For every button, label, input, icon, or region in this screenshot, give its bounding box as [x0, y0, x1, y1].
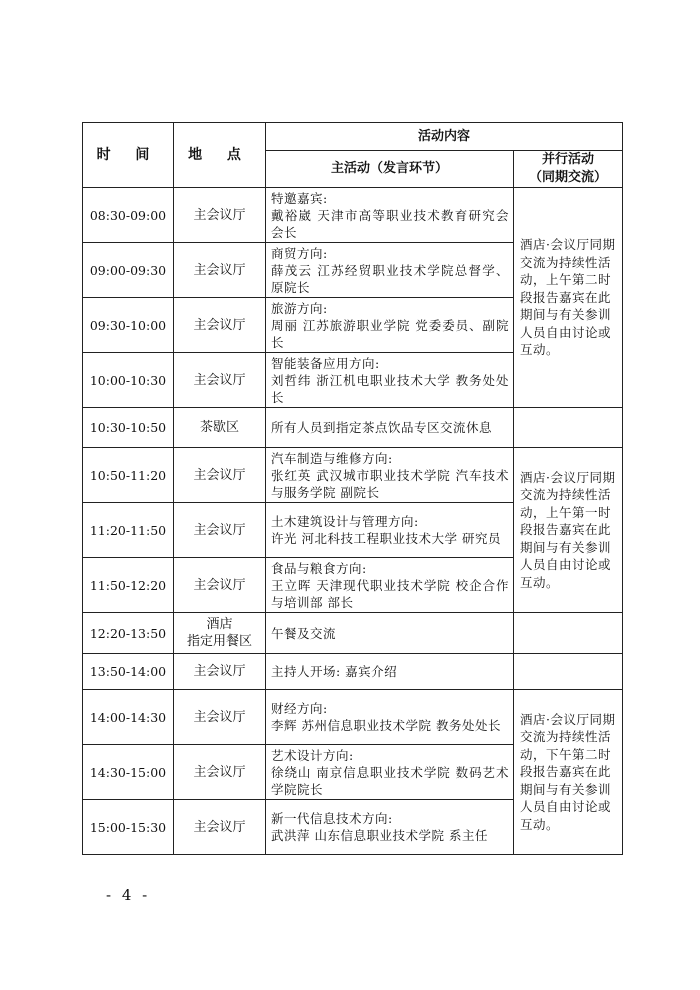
speaker-text: 戴裕崴 天津市高等职业技术教育研究会 会长: [271, 207, 509, 240]
activity-text: 午餐及交流: [271, 625, 337, 641]
main-activity-cell: [266, 558, 514, 613]
topic-label: 土木建筑设计与管理方向:: [271, 514, 419, 529]
place-cell: 主会议厅: [174, 503, 266, 558]
header-parallel-subtitle: （同期交流）: [529, 170, 608, 185]
time-cell: 15:00-15:30: [83, 800, 174, 855]
time-cell: 11:50-12:20: [83, 558, 174, 613]
place-cell: 主会议厅: [174, 800, 266, 855]
header-parallel-title: 并行活动: [542, 152, 595, 167]
main-activity-cell: [266, 800, 514, 855]
place-cell: 主会议厅: [174, 654, 266, 690]
main-activity-cell: [266, 408, 514, 448]
main-activity-cell: [266, 745, 514, 800]
place-cell: 主会议厅: [174, 298, 266, 353]
speaker-text: 刘哲纬 浙江机电职业技术大学 教务处处长: [271, 372, 509, 405]
main-activity-cell: [266, 654, 514, 690]
speaker-text: 许光 河北科技工程职业技术大学 研究员: [271, 531, 501, 546]
speaker-text: 周丽 江苏旅游职业学院 党委委员、副院长: [271, 317, 509, 350]
topic-label: 汽车制造与维修方向:: [271, 450, 393, 466]
topic-label: 食品与粮食方向:: [271, 560, 367, 576]
time-cell: 13:50-14:00: [83, 654, 174, 690]
header-main-activity: 主活动（发言环节）: [266, 151, 514, 188]
time-cell: 11:20-11:50: [83, 503, 174, 558]
topic-label: 艺术设计方向:: [271, 747, 354, 763]
table-row: [83, 690, 623, 745]
topic-label: 旅游方向:: [271, 300, 328, 316]
time-cell: 14:00-14:30: [83, 690, 174, 745]
main-activity-cell: [266, 503, 514, 558]
place-cell: 主会议厅: [174, 745, 266, 800]
speaker-text: 徐绕山 南京信息职业技术学院 数码艺术学院院长: [271, 764, 509, 797]
main-activity-cell: [266, 243, 514, 298]
schedule-table: [82, 122, 623, 855]
activity-text: 所有人员到指定茶点饮品专区交流休息: [271, 420, 493, 435]
header-place: 地 点: [174, 123, 266, 188]
table-header-row: [83, 123, 623, 151]
parallel-activity-cell-empty: [514, 613, 623, 654]
time-cell: 10:30-10:50: [83, 408, 174, 448]
header-activity: 活动内容: [266, 123, 623, 151]
place-cell: 主会议厅: [174, 188, 266, 243]
place-cell: 主会议厅: [174, 353, 266, 408]
place-line-2: 指定用餐区: [186, 634, 252, 649]
time-cell: 10:50-11:20: [83, 448, 174, 503]
time-cell: 09:30-10:00: [83, 298, 174, 353]
speaker-text: 王立晖 天津现代职业技术学院 校企合作与培训部 部长: [271, 577, 509, 610]
main-activity-cell: [266, 690, 514, 745]
speaker-text: 薛茂云 江苏经贸职业技术学院总督学、原院长: [271, 262, 509, 295]
topic-label: 智能装备应用方向:: [271, 355, 380, 371]
table-row: [83, 408, 623, 448]
speaker-text: 武洪萍 山东信息职业技术学院 系主任: [271, 828, 488, 843]
main-activity-cell: [266, 353, 514, 408]
topic-label: 财经方向:: [271, 701, 328, 716]
table-row: [83, 188, 623, 243]
page-number: - 4 -: [106, 886, 151, 904]
place-cell: 主会议厅: [174, 690, 266, 745]
table-row: [83, 613, 623, 654]
place-cell: 主会议厅: [174, 243, 266, 298]
topic-label: 新一代信息技术方向:: [271, 811, 393, 826]
place-line-1: 酒店: [206, 617, 233, 632]
parallel-activity-cell: 酒店·会议厅同期交流为持续性活动，下午第二时段报告嘉宾在此期间与有关参训人员自由讨论或互动。: [514, 690, 623, 855]
activity-text: 主持人开场: 嘉宾介绍: [271, 664, 398, 679]
speaker-text: 张红英 武汉城市职业技术学院 汽车技术与服务学院 副院长: [271, 467, 509, 500]
place-cell: 茶歇区: [174, 408, 266, 448]
speaker-text: 李辉 苏州信息职业技术学院 教务处处长: [271, 718, 501, 733]
time-cell: 10:00-10:30: [83, 353, 174, 408]
time-cell: 09:00-09:30: [83, 243, 174, 298]
main-activity-cell: [266, 448, 514, 503]
place-cell: 主会议厅: [174, 558, 266, 613]
parallel-activity-cell-empty: [514, 654, 623, 690]
time-cell: 12:20-13:50: [83, 613, 174, 654]
place-cell: [174, 613, 266, 654]
header-parallel-activity: [514, 151, 623, 188]
main-activity-cell: [266, 188, 514, 243]
topic-label: 特邀嘉宾:: [271, 190, 328, 206]
table-row: [83, 654, 623, 690]
main-activity-cell: [266, 298, 514, 353]
main-activity-cell: [266, 613, 514, 654]
header-time: 时 间: [83, 123, 174, 188]
time-cell: 14:30-15:00: [83, 745, 174, 800]
table-row: [83, 448, 623, 503]
parallel-activity-cell: 酒店·会议厅同期交流为持续性活动，上午第一时段报告嘉宾在此期间与有关参训人员自由讨论或互动。: [514, 448, 623, 613]
time-cell: 08:30-09:00: [83, 188, 174, 243]
parallel-activity-cell: 酒店·会议厅同期交流为持续性活动，上午第二时段报告嘉宾在此期间与有关参训人员自由讨论或互动。: [514, 188, 623, 408]
topic-label: 商贸方向:: [271, 245, 328, 261]
parallel-activity-cell-empty: [514, 408, 623, 448]
place-cell: 主会议厅: [174, 448, 266, 503]
